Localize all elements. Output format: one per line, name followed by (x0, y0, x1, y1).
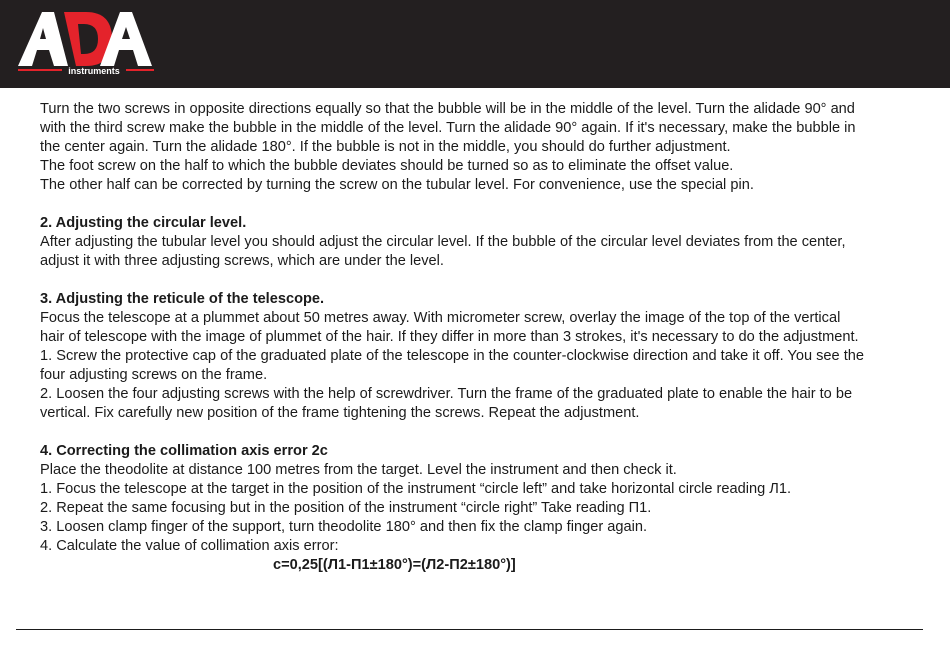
section-3-line: vertical. Fix carefully new position of the frame tightening the screws. Repeat the adjustment. (40, 405, 640, 421)
section-2-line: adjust it with three adjusting screws, which are under the level. (40, 253, 444, 269)
footer-divider (16, 629, 923, 630)
section-3-line: four adjusting screws on the frame. (40, 367, 268, 383)
section-3-line: Focus the telescope at a plummet about 50 metres away. With micrometer screw, overlay the image of the top of the vertical (40, 310, 841, 326)
section-2-heading: 2. Adjusting the circular level. (40, 215, 247, 231)
section-3-line: hair of telescope with the image of plummet of the hair. If they differ in more than 3 strokes, it's necessary to do the adjustment. (40, 329, 859, 345)
section-3-line: 2. Loosen the four adjusting screws with the help of screwdriver. Turn the frame of the graduated plate to enable the hair to be (40, 386, 853, 402)
section-3-line: 1. Screw the protective cap of the graduated plate of the telescope in the counter-clockwise direction and take it off. You see the (40, 348, 864, 364)
section-4-line: 1. Focus the telescope at the target in the position of the instrument “circle left” and take horizontal circle reading Л1. (40, 481, 792, 497)
section-4-heading: 4. Correcting the collimation axis error 2c (40, 443, 328, 459)
section-2-line: After adjusting the tubular level you should adjust the circular level. If the bubble of the circular level deviates from the center, (40, 234, 846, 250)
section-4-line: 2. Repeat the same focusing but in the position of the instrument “circle right” Take reading П1. (40, 500, 652, 516)
header-bar (0, 0, 950, 88)
intro-line: Turn the two screws in opposite directions equally so that the bubble will be in the middle of the level. Turn the alidade 90° and (40, 101, 855, 117)
collimation-formula: c=0,25[(Л1-П1±180°)=(Л2-П2±180°)] (273, 557, 516, 573)
intro-line: The other half can be corrected by turning the screw on the tubular level. For convenience, use the special pin. (40, 177, 754, 193)
intro-line: the center again. Turn the alidade 180°. If the bubble is not in the middle, you should do further adjustment. (40, 139, 731, 155)
section-3-heading: 3. Adjusting the reticule of the telescope. (40, 291, 325, 307)
section-4-line: 3. Loosen clamp finger of the support, turn theodolite 180° and then fix the clamp finger again. (40, 519, 648, 535)
logo-subtext: instruments (68, 66, 120, 76)
intro-line: with the third screw make the bubble in the middle of the level. Turn the alidade 90° again. If it's necessary, make the bubble in (40, 120, 856, 136)
document-body (40, 100, 925, 575)
section-4-line: Place the theodolite at distance 100 metres from the target. Level the instrument and then check it. (40, 462, 677, 478)
intro-line: The foot screw on the half to which the bubble deviates should be turned so as to eliminate the offset value. (40, 158, 734, 174)
section-4-line: 4. Calculate the value of collimation axis error: (40, 538, 339, 554)
ada-logo (16, 8, 156, 78)
